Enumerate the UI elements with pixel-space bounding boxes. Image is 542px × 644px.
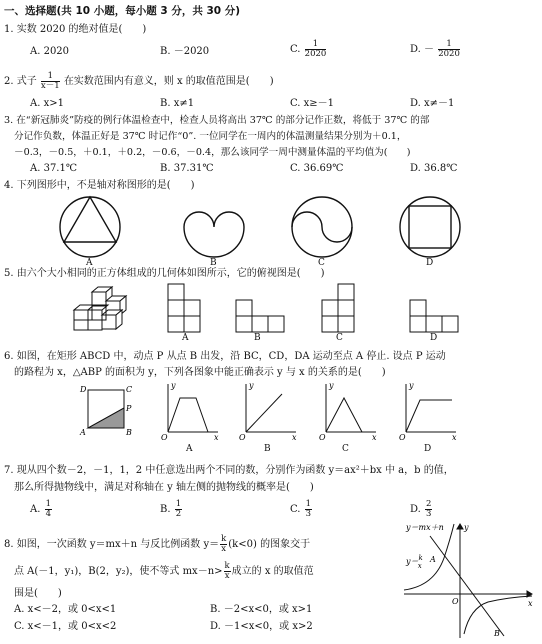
svg-text:y＝mx＋n: y＝mx＋n: [406, 523, 444, 532]
q1-option-b: B. －2020: [160, 46, 210, 57]
svg-text:x: x: [292, 433, 297, 442]
q6-graph-d: [406, 384, 456, 432]
svg-text:y: y: [464, 523, 469, 532]
q5-option-a-view: [168, 284, 200, 332]
q2-option-c: C. x≥－1: [290, 98, 335, 109]
q4-label-b: B: [210, 258, 217, 268]
q7-option-c: C. $\frac{1}{3}$: [290, 499, 312, 519]
q3-line2: 分记作负数，体温正好是 37℃ 时记作“0”. 一位同学在一周内的体温测量结果分别为＋0.1，: [14, 131, 407, 142]
q2-stem: 2. 式子 $\frac{1}{x-1}$ 在实数范围内有意义，则 x 的取值范围是( ): [4, 71, 274, 91]
q6-graph-b: [246, 384, 296, 432]
q1-option-c: C. $\frac{1}{2020}$: [290, 39, 327, 59]
svg-text:x: x: [452, 433, 457, 442]
svg-text:O: O: [452, 597, 459, 606]
q1-stem: 1. 实数 2020 的绝对值是( ): [4, 24, 147, 35]
q6-label-d: D: [80, 385, 87, 394]
q7-line2: 那么所得抛物线中，满足对称轴在 y 轴左侧的抛物线的概率是( ): [14, 482, 314, 493]
q2-option-a: A. x>1: [30, 98, 64, 109]
q3-option-b: B. 37.31℃: [160, 163, 214, 174]
q8-line1: 8. 如图，一次函数 y＝mx＋n 与反比例函数 y＝ $\frac{k}{x}$ (k<0) 的图象交于: [4, 534, 311, 554]
q4-label-a: A: [86, 258, 93, 268]
q5-option-b-view: [236, 300, 284, 332]
q8-curve-label: y＝k x: [406, 554, 423, 570]
q4-figure-d: [400, 197, 460, 257]
q5-option-c-view: [322, 284, 354, 332]
q5-label-b: B: [254, 333, 261, 343]
svg-text:y: y: [171, 381, 176, 390]
svg-text:B: B: [494, 629, 500, 638]
q4-label-c: C: [318, 258, 325, 268]
q8-option-b: B. －2<x<0，或 x>1: [210, 604, 313, 615]
svg-text:y: y: [329, 381, 334, 390]
svg-text:x: x: [372, 433, 377, 442]
q6-rectangle: [88, 390, 124, 428]
q8-option-c: C. x<－1，或 0<x<2: [14, 621, 117, 632]
q8-option-a: A. x<－2，或 0<x<1: [14, 604, 117, 615]
q1-option-a: A. 2020: [30, 46, 70, 57]
q4-figure-b: [184, 212, 244, 257]
q1-option-d: D. － $\frac{1}{2020}$: [410, 39, 460, 59]
q7-option-d: D. $\frac{2}{3}$: [410, 499, 432, 519]
svg-text:y: y: [409, 381, 414, 390]
q6-label-opt-d: D: [424, 444, 432, 454]
svg-text:x: x: [528, 599, 533, 608]
svg-text:O: O: [239, 433, 246, 442]
q5-option-d-view: [410, 300, 458, 332]
svg-text:A: A: [430, 555, 436, 564]
svg-text:x: x: [214, 433, 219, 442]
q3-option-c: C. 36.69℃: [290, 163, 344, 174]
q2-option-b: B. x≠1: [160, 98, 195, 109]
q5-label-d: D: [430, 333, 438, 343]
q7-line1: 7. 现从四个数－2，－1，1，2 中任意选出两个不同的数，分别作为函数 y＝ax²＋bx 中 a，b 的值，: [4, 465, 454, 476]
q8-option-d: D. －1<x<0，或 x>2: [210, 621, 313, 632]
q4-figures: [0, 193, 542, 265]
q6-line1: 6. 如图，在矩形 ABCD 中，动点 P 从点 B 出发，沿 BC，CD，DA 运动至点 A 停止. 设点 P 运动: [4, 351, 446, 362]
q6-label-a: A: [80, 428, 86, 437]
q4-stem: 4. 下列图形中，不是轴对称图形的是( ): [4, 180, 195, 191]
q8-graph: [400, 518, 538, 642]
q5-solid: [74, 287, 126, 330]
q5-stem: 5. 由六个大小相同的正方体组成的几何体如图所示，它的俯视图是( ): [4, 268, 325, 279]
q5-label-c: C: [336, 333, 343, 343]
q3-option-a: A. 37.1℃: [30, 163, 78, 174]
q3-line3: －0.3，－0.5，＋0.1，＋0.2，－0.6，－0.4，那么该同学一周中测量体温的平均值为( ): [14, 147, 411, 158]
section-header: 一、选择题(共 10 小题，每小题 3 分，共 30 分): [4, 5, 241, 17]
q6-figures: [0, 380, 542, 442]
svg-text:y: y: [249, 381, 254, 390]
q6-label-opt-c: C: [342, 444, 349, 454]
q4-figure-c: [292, 197, 352, 257]
q8-line3: 围是( ): [14, 588, 62, 599]
q2-option-d: D. x≠－1: [410, 98, 455, 109]
q8-line: [430, 536, 504, 636]
q6-line2: 的路程为 x，△ABP 的面积为 y，下列各图象中能正确表示 y 与 x 的关系的是( ): [14, 367, 386, 378]
svg-text:O: O: [399, 433, 406, 442]
q6-label-opt-b: B: [264, 444, 271, 454]
q6-label-p: P: [126, 404, 132, 413]
q6-label-b: B: [126, 428, 132, 437]
svg-text:O: O: [161, 433, 168, 442]
q6-graph-a: [168, 384, 218, 432]
q8-line2: 点 A(－1，y₁)，B(2，y₂)，使不等式 mx－n> $\frac{k}{x}$ 成立的 x 的取值范: [14, 561, 314, 581]
q6-label-opt-a: A: [186, 444, 193, 454]
q7-option-a: A. $\frac{1}{4}$: [30, 499, 52, 519]
q5-figures: [0, 282, 542, 340]
q7-option-b: B. $\frac{1}{2}$: [160, 499, 182, 519]
q6-graph-c: [326, 384, 376, 432]
q4-label-d: D: [426, 258, 434, 268]
q4-figure-a: [60, 197, 120, 257]
q5-label-a: A: [182, 333, 189, 343]
q3-line1: 3. 在“新冠肺炎”防疫的例行体温检查中，检查人员将高出 37℃ 的部分记作正数，将低于 37℃ 的部: [4, 115, 430, 126]
svg-text:O: O: [319, 433, 326, 442]
q3-option-d: D. 36.8℃: [410, 163, 458, 174]
q6-label-c: C: [126, 385, 133, 394]
